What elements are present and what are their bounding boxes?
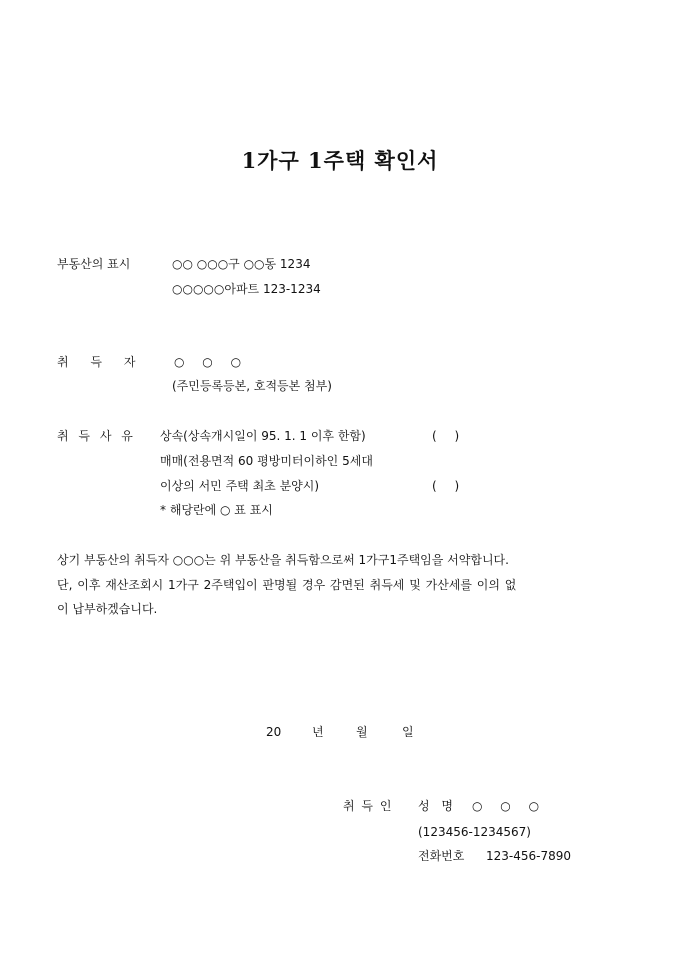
- date-month: 월: [356, 725, 368, 739]
- date-day: 일: [402, 725, 414, 739]
- acquirer-label: 취 득 자: [57, 355, 136, 369]
- acquirer-name: ○ ○ ○: [174, 355, 242, 369]
- property-label: 부동산의 표시: [57, 257, 131, 271]
- property-address-line1: ○○ ○○○구 ○○동 1234: [172, 257, 311, 271]
- acquirer-note: (주민등록등본, 호적등본 첨부): [172, 379, 332, 393]
- date-year-prefix: 20: [266, 725, 282, 739]
- reason-instruction: * 해당란에 ○ 표 표시: [160, 503, 273, 517]
- reason-option-inheritance-check: ( ): [432, 429, 460, 443]
- reason-option-inheritance: 상속(상속개시일이 95. 1. 1 이후 한함): [160, 429, 366, 443]
- signer-phone-label: 전화번호: [418, 849, 465, 863]
- statement-line3: 이 납부하겠습니다.: [57, 602, 158, 616]
- document-title: 1가구 1주택 확인서: [241, 148, 439, 173]
- property-address-line2: ○○○○○아파트 123-1234: [172, 282, 321, 296]
- date-year: 년: [312, 725, 324, 739]
- statement-line2: 단, 이후 재산조회시 1가구 2주택입이 판명될 경우 감면된 취득세 및 가산세를 이의 없: [57, 578, 517, 592]
- reason-label: 취 득 사 유: [57, 429, 133, 443]
- reason-option-sale-line1: 매매(전용면적 60 평방미터이하인 5세대: [160, 454, 373, 468]
- signer-id-number: (123456-1234567): [418, 825, 531, 839]
- statement-line1: 상기 부동산의 취득자 ○○○는 위 부동산을 취득함으로써 1가구1주택임을 서약합니다.: [57, 553, 509, 567]
- signer-phone: 123-456-7890: [486, 849, 572, 863]
- reason-option-sale-line2: 이상의 서민 주택 최초 분양시): [160, 479, 320, 493]
- signer-label: 취 득 인: [343, 799, 392, 813]
- signer-name-label: 성 명: [418, 799, 453, 813]
- signer-name: ○ ○ ○: [472, 799, 540, 813]
- reason-option-sale-check: ( ): [432, 479, 460, 493]
